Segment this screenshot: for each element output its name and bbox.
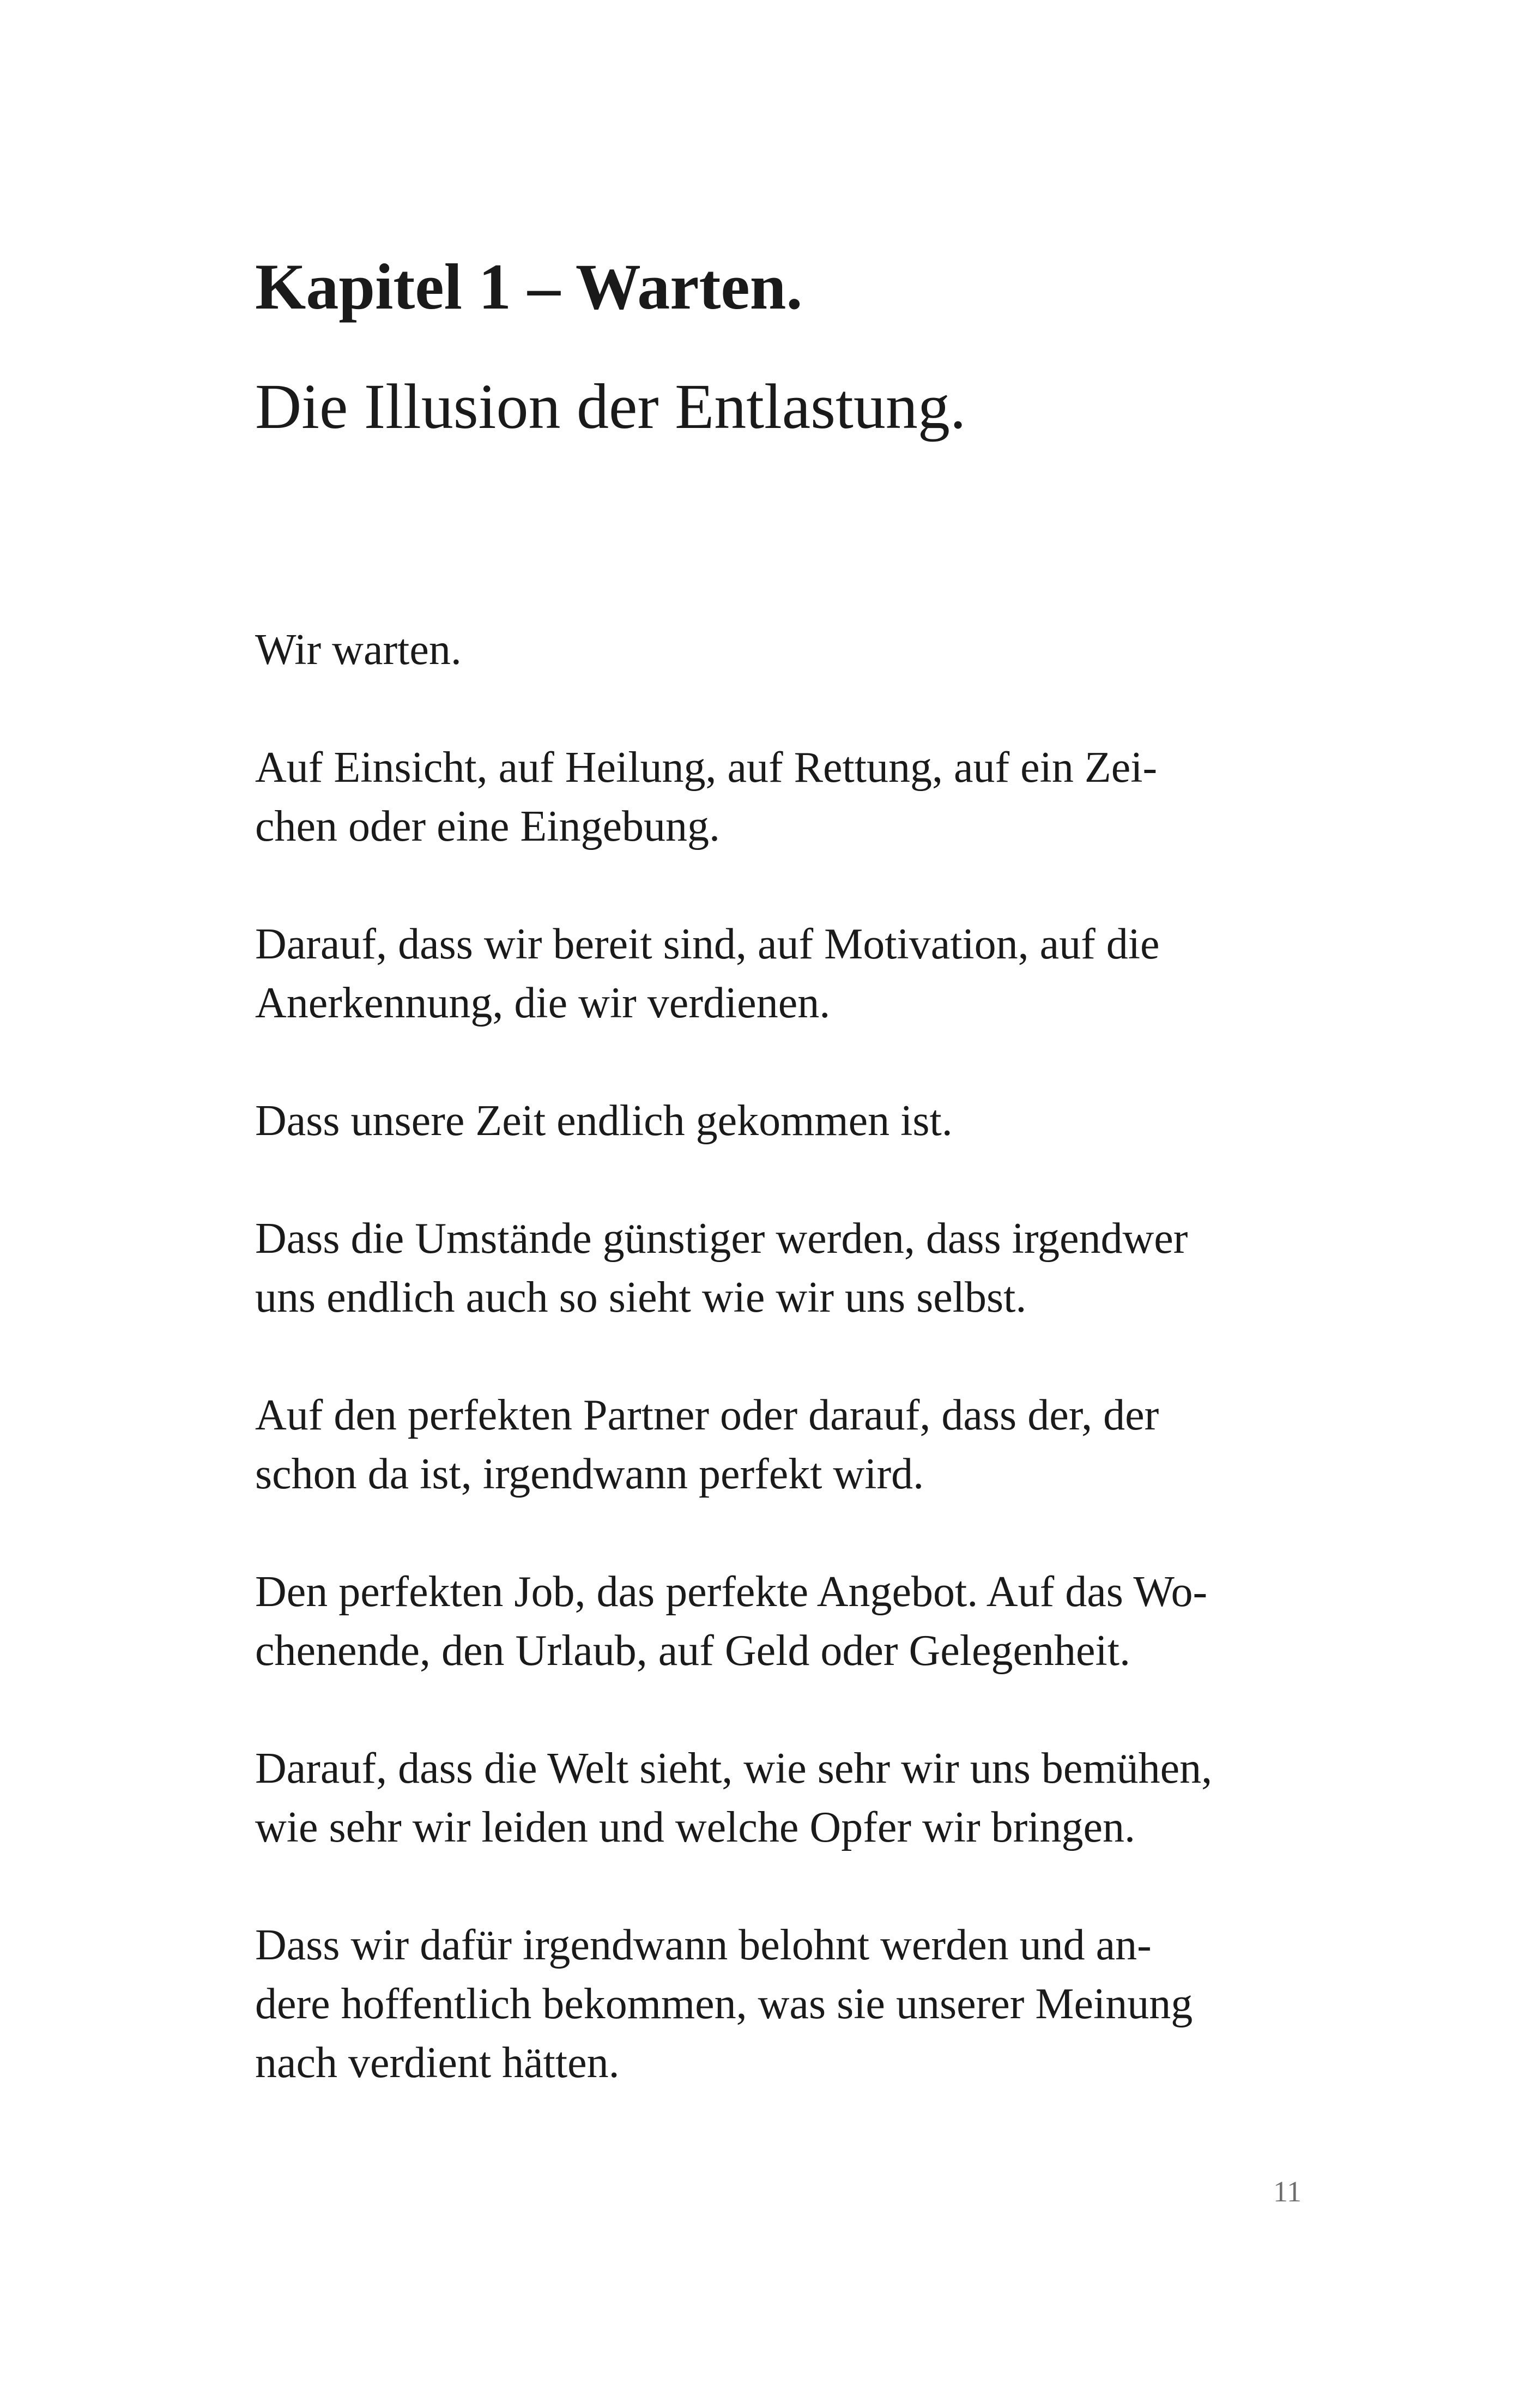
text-line: schon da ist, irgendwann perfekt wird.	[255, 1450, 924, 1498]
paragraph	[255, 738, 1323, 856]
paragraph	[255, 1739, 1323, 1857]
text-line: Auf Einsicht, auf Heilung, auf Rettung, auf ein Zei-	[255, 744, 1158, 792]
paragraph	[255, 1209, 1323, 1327]
paragraph	[255, 620, 1323, 679]
paragraph	[255, 1091, 1323, 1150]
paragraph	[255, 1386, 1323, 1504]
text-line: Dass wir dafür irgendwann belohnt werden und an-	[255, 1921, 1152, 1969]
paragraph	[255, 1562, 1323, 1680]
text-line: dere hoffentlich bekommen, was sie unserer Meinung	[255, 1980, 1193, 2028]
text-line: Wir warten.	[255, 626, 462, 674]
text-line: chenende, den Urlaub, auf Geld oder Gelegenheit.	[255, 1627, 1130, 1675]
page-number: 11	[1273, 2175, 1302, 2208]
text-line: Dass unsere Zeit endlich gekommen ist.	[255, 1097, 953, 1145]
paragraph	[255, 915, 1323, 1033]
text-line: Dass die Umstände günstiger werden, dass irgendwer	[255, 1215, 1188, 1263]
text-line: Anerkennung, die wir verdienen.	[255, 979, 831, 1027]
text-line: Den perfekten Job, das perfekte Angebot. Auf das Wo-	[255, 1568, 1208, 1616]
text-line: Darauf, dass die Welt sieht, wie sehr wir uns bemühen,	[255, 1745, 1213, 1793]
text-line: wie sehr wir leiden und welche Opfer wir bringen.	[255, 1803, 1135, 1851]
text-line: chen oder eine Eingebung.	[255, 802, 721, 850]
text-line: Darauf, dass wir bereit sind, auf Motivation, auf die	[255, 920, 1160, 968]
paragraph	[255, 1916, 1323, 2092]
text-line: uns endlich auch so sieht wie wir uns selbst.	[255, 1274, 1027, 1321]
text-line: Auf den perfekten Partner oder darauf, dass der, der	[255, 1391, 1159, 1439]
body-text	[255, 620, 1323, 2151]
chapter-subtitle: Die Illusion der Entlastung.	[255, 371, 966, 442]
chapter-title: Kapitel 1 – Warten.	[255, 250, 803, 323]
text-line: nach verdient hätten.	[255, 2039, 620, 2087]
